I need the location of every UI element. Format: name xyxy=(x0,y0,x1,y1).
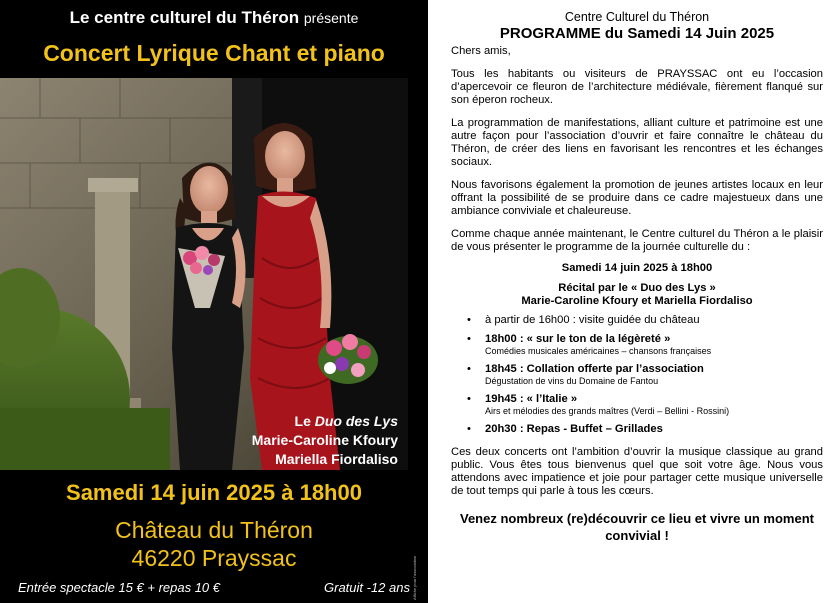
list-item: • 18h45 : Collation offerte par l’association Dégustation de vins du Domaine de Fantou xyxy=(451,363,823,387)
poster-header xyxy=(0,8,428,28)
venue-city: 46220 Prayssac xyxy=(131,545,297,571)
list-item: • à partir de 16h00 : visite guidée du château xyxy=(451,314,823,327)
poster-price: Entrée spectacle 15 € + repas 10 € xyxy=(18,580,220,595)
poster-title: Concert Lyrique Chant et piano xyxy=(43,40,385,66)
list-item: • 18h00 : « sur le ton de la légèreté » Comédies musicales américaines – chansons françaises xyxy=(451,333,823,357)
poster-credit: Affiche pour l’association xyxy=(412,555,417,600)
schedule-list xyxy=(451,314,823,436)
paragraph-4: Comme chaque année maintenant, le Centre culturel du Théron a le plaisir de vous présenter le programme de la journée culturelle du : xyxy=(451,228,823,253)
duo-caption xyxy=(252,412,398,469)
greeting: Chers amis, xyxy=(451,45,511,57)
recital-line-2: Marie-Caroline Kfoury et Mariella Fiordaliso xyxy=(521,295,753,307)
poster-free-under-12: Gratuit -12 ans xyxy=(324,580,410,595)
caption-singer-2: Mariella Fiordaliso xyxy=(275,451,398,467)
list-item: • 20h30 : Repas - Buffet – Grillades xyxy=(451,423,823,436)
recital-line-1: Récital par le « Duo des Lys » xyxy=(558,282,716,294)
singer-1 xyxy=(172,162,246,470)
duo-name: Duo des Lys xyxy=(314,413,398,429)
list-item: • 19h45 : « l’Italie » Airs et mélodies des grands maîtres (Verdi – Bellini - Rossini) xyxy=(451,393,823,417)
event-date: Samedi 14 juin 2025 à 18h00 xyxy=(561,262,713,274)
caption-singer-1: Marie-Caroline Kfoury xyxy=(251,432,398,448)
program-org: Centre Culturel du Théron xyxy=(564,10,710,24)
poster-date: Samedi 14 juin 2025 à 18h00 xyxy=(66,480,362,505)
closing-invitation: Venez nombreux (re)découvrir ce lieu et vivre un moment convivial ! xyxy=(460,511,814,543)
venue-name: Château du Théron xyxy=(115,517,313,543)
program-text xyxy=(451,0,823,603)
caption-line-1: Le Duo des Lys xyxy=(294,413,398,429)
paragraph-1: Tous les habitants ou visiteurs de PRAYSSAC ont eu l’occasion d’apercevoir ce fleuron de l’architecture médiévale, fièrement flanqué sur son éperon rocheux. xyxy=(451,68,823,106)
program-title: PROGRAMME du Samedi 14 Juin 2025 xyxy=(499,25,775,42)
poster-header-presents: présente xyxy=(303,10,359,26)
paragraph-3: Nous favorisons également la promotion de jeunes artistes locaux en leur offrant la possibilité de se produire dans ce cadre majestueux dans une ambiance conviviale et chaleureuse. xyxy=(451,179,823,217)
poster-venue xyxy=(0,516,428,572)
paragraph-5: Ces deux concerts ont l’ambition d’ouvrir la musique classique au grand public. Vous êtes tous bienvenus quel que soit votre âge. Nous vous attendons avec impatience et joie pour partager cette musique universelle de tout temps qui parle à tous les cœurs. xyxy=(451,446,823,497)
poster-header-org: Le centre culturel du Théron xyxy=(69,8,300,27)
paragraph-2: La programmation de manifestations, alliant culture et patrimoine est une autre façon pour l’association d’ouvrir et faire connaître le château du Théron, de créer des liens en favorisant les rencontres et les échanges sociaux. xyxy=(451,117,823,168)
